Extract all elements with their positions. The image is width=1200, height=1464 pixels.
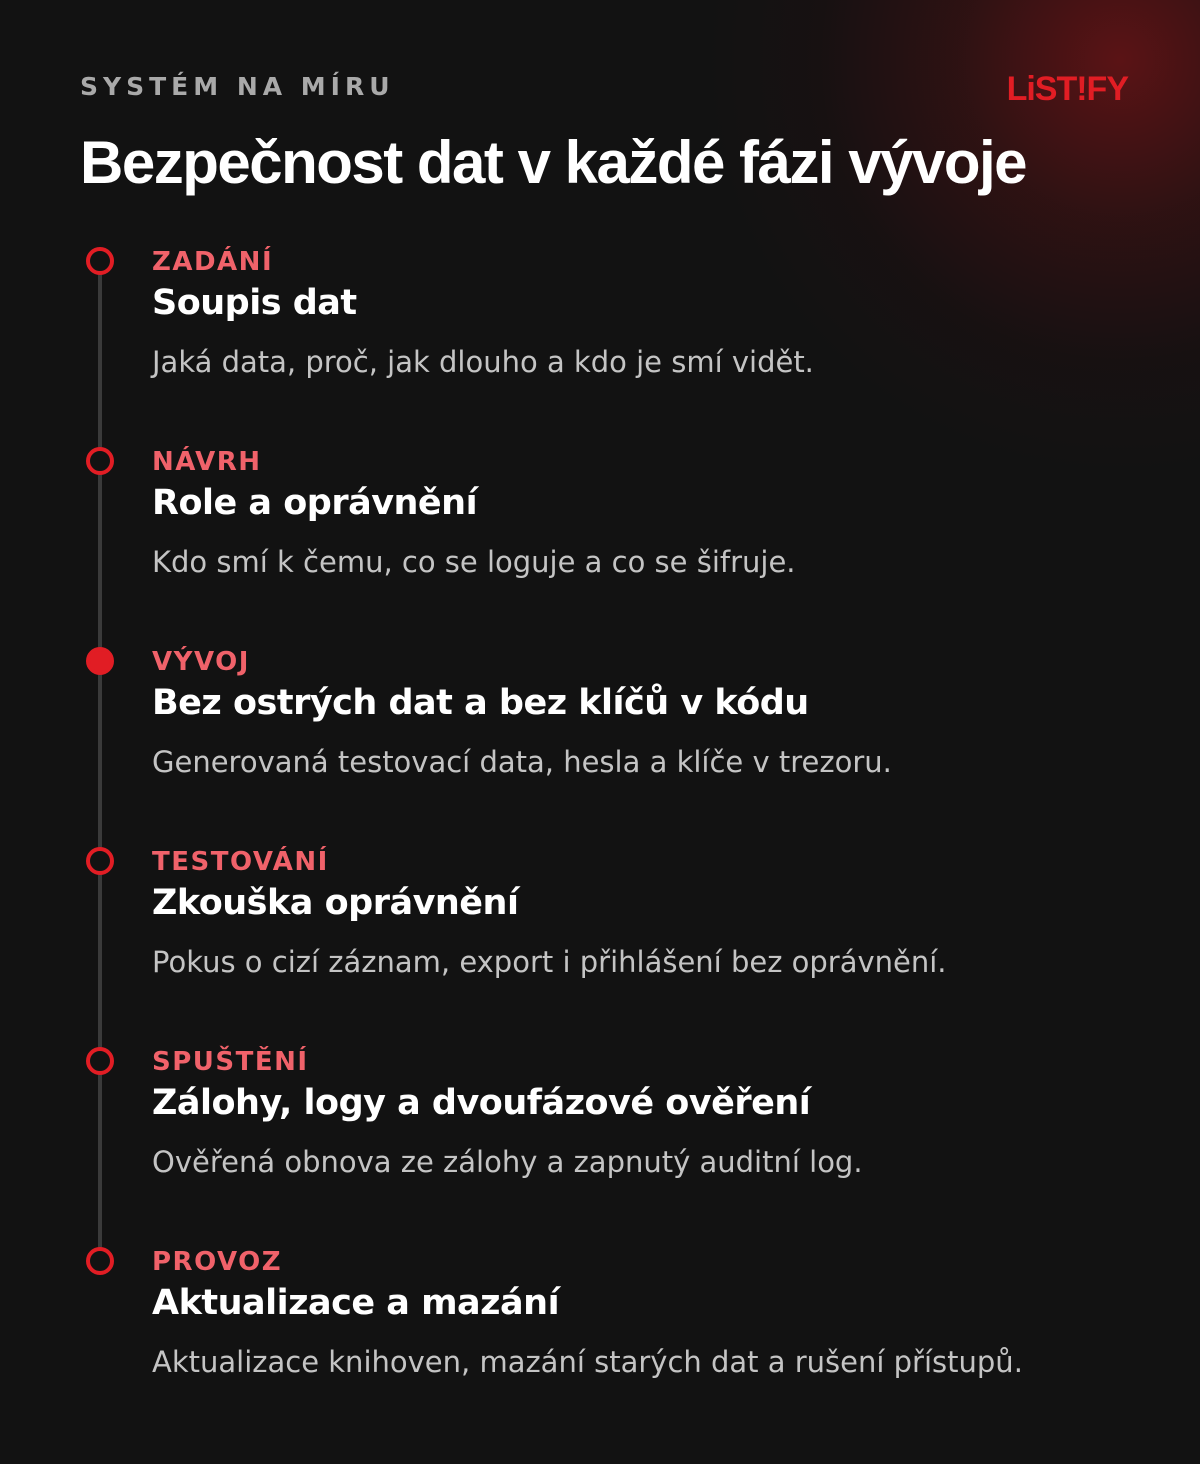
- step-description: Jaká data, proč, jak dlouho a kdo je smí vidět.: [152, 345, 814, 379]
- timeline-step-zadani: [0, 247, 1200, 427]
- phase-label: SPUŠTĚNÍ: [152, 1047, 309, 1077]
- step-description: Aktualizace knihoven, mazání starých dat a rušení přístupů.: [152, 1345, 1023, 1379]
- step-description: Pokus o cizí záznam, export i přihlášení bez oprávnění.: [152, 945, 947, 979]
- timeline-marker-active: [86, 647, 114, 675]
- step-title: Soupis dat: [152, 283, 357, 323]
- phase-label: ZADÁNÍ: [152, 247, 274, 277]
- timeline-marker: [86, 247, 114, 275]
- timeline-step-provoz: [0, 1247, 1200, 1427]
- timeline-marker: [86, 847, 114, 875]
- phase-label: NÁVRH: [152, 447, 262, 477]
- timeline-step-testovani: [0, 847, 1200, 1027]
- step-title: Role a oprávnění: [152, 483, 478, 523]
- phase-label: PROVOZ: [152, 1247, 283, 1277]
- step-title: Zálohy, logy a dvoufázové ověření: [152, 1083, 811, 1123]
- step-description: Ověřená obnova ze zálohy a zapnutý auditní log.: [152, 1145, 863, 1179]
- eyebrow-label: SYSTÉM NA MÍRU: [80, 72, 395, 101]
- step-title: Bez ostrých dat a bez klíčů v kódu: [152, 683, 809, 723]
- timeline-step-vyvoj: [0, 647, 1200, 827]
- brand-logo: LiST!FY: [1006, 70, 1128, 108]
- timeline-marker: [86, 1247, 114, 1275]
- phase-label: TESTOVÁNÍ: [152, 847, 329, 877]
- timeline-marker: [86, 1047, 114, 1075]
- step-description: Kdo smí k čemu, co se loguje a co se šifruje.: [152, 545, 796, 579]
- page-title: Bezpečnost dat v každé fázi vývoje: [80, 129, 1027, 196]
- step-title: Aktualizace a mazání: [152, 1283, 560, 1323]
- timeline-step-spusteni: [0, 1047, 1200, 1227]
- step-title: Zkouška oprávnění: [152, 883, 519, 923]
- phase-label: VÝVOJ: [152, 647, 250, 677]
- timeline-marker: [86, 447, 114, 475]
- step-description: Generovaná testovací data, hesla a klíče v trezoru.: [152, 745, 892, 779]
- timeline-step-navrh: [0, 447, 1200, 627]
